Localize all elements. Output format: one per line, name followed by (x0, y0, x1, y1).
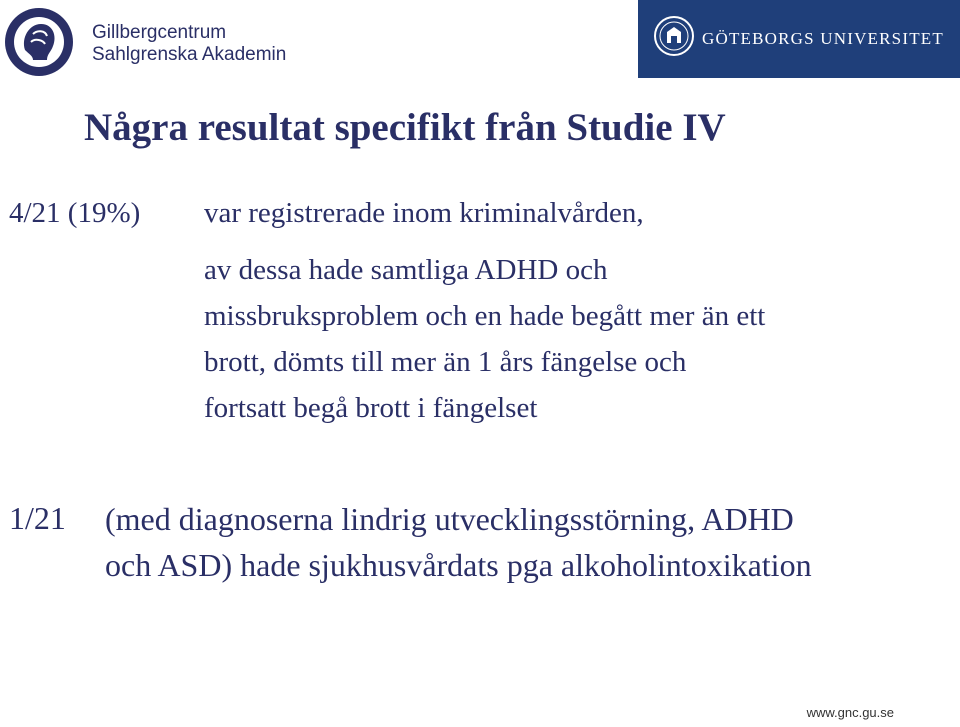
goteborgs-universitet-seal-icon (654, 16, 694, 56)
item-1-detail-line: brott, dömts till mer än 1 års fängelse och (204, 346, 687, 378)
slide-title: Några resultat specifikt från Studie IV (84, 106, 726, 149)
gillbergcentrum-seal-icon (3, 6, 75, 78)
university-name: GÖTEBORGS UNIVERSITET (702, 29, 944, 48)
item-2-line: och ASD) hade sjukhusvårdats pga alkoholintoxikation (105, 547, 812, 583)
gillbergcentrum-name: Gillbergcentrum (92, 22, 227, 43)
item-1-details (204, 247, 944, 431)
item-2-line: (med diagnoserna lindrig utvecklingsstörning, ADHD (105, 501, 794, 537)
item-2-text (105, 496, 945, 588)
item-1-text: var registrerade inom kriminalvården, (204, 197, 644, 229)
item-1-detail-line: missbruksproblem och en hade begått mer än ett (204, 300, 766, 332)
item-1-label: 4/21 (19%) (9, 197, 141, 229)
item-1-detail-line: av dessa hade samtliga ADHD och (204, 254, 608, 286)
footer-url: www.gnc.gu.se (806, 705, 894, 720)
item-1-detail-line: fortsatt begå brott i fängelset (204, 392, 538, 424)
sahlgrenska-name: Sahlgrenska Akademin (92, 44, 287, 65)
gillbergcentrum-wordmark (92, 22, 286, 66)
university-band (638, 0, 960, 78)
item-2-label: 1/21 (9, 500, 66, 536)
